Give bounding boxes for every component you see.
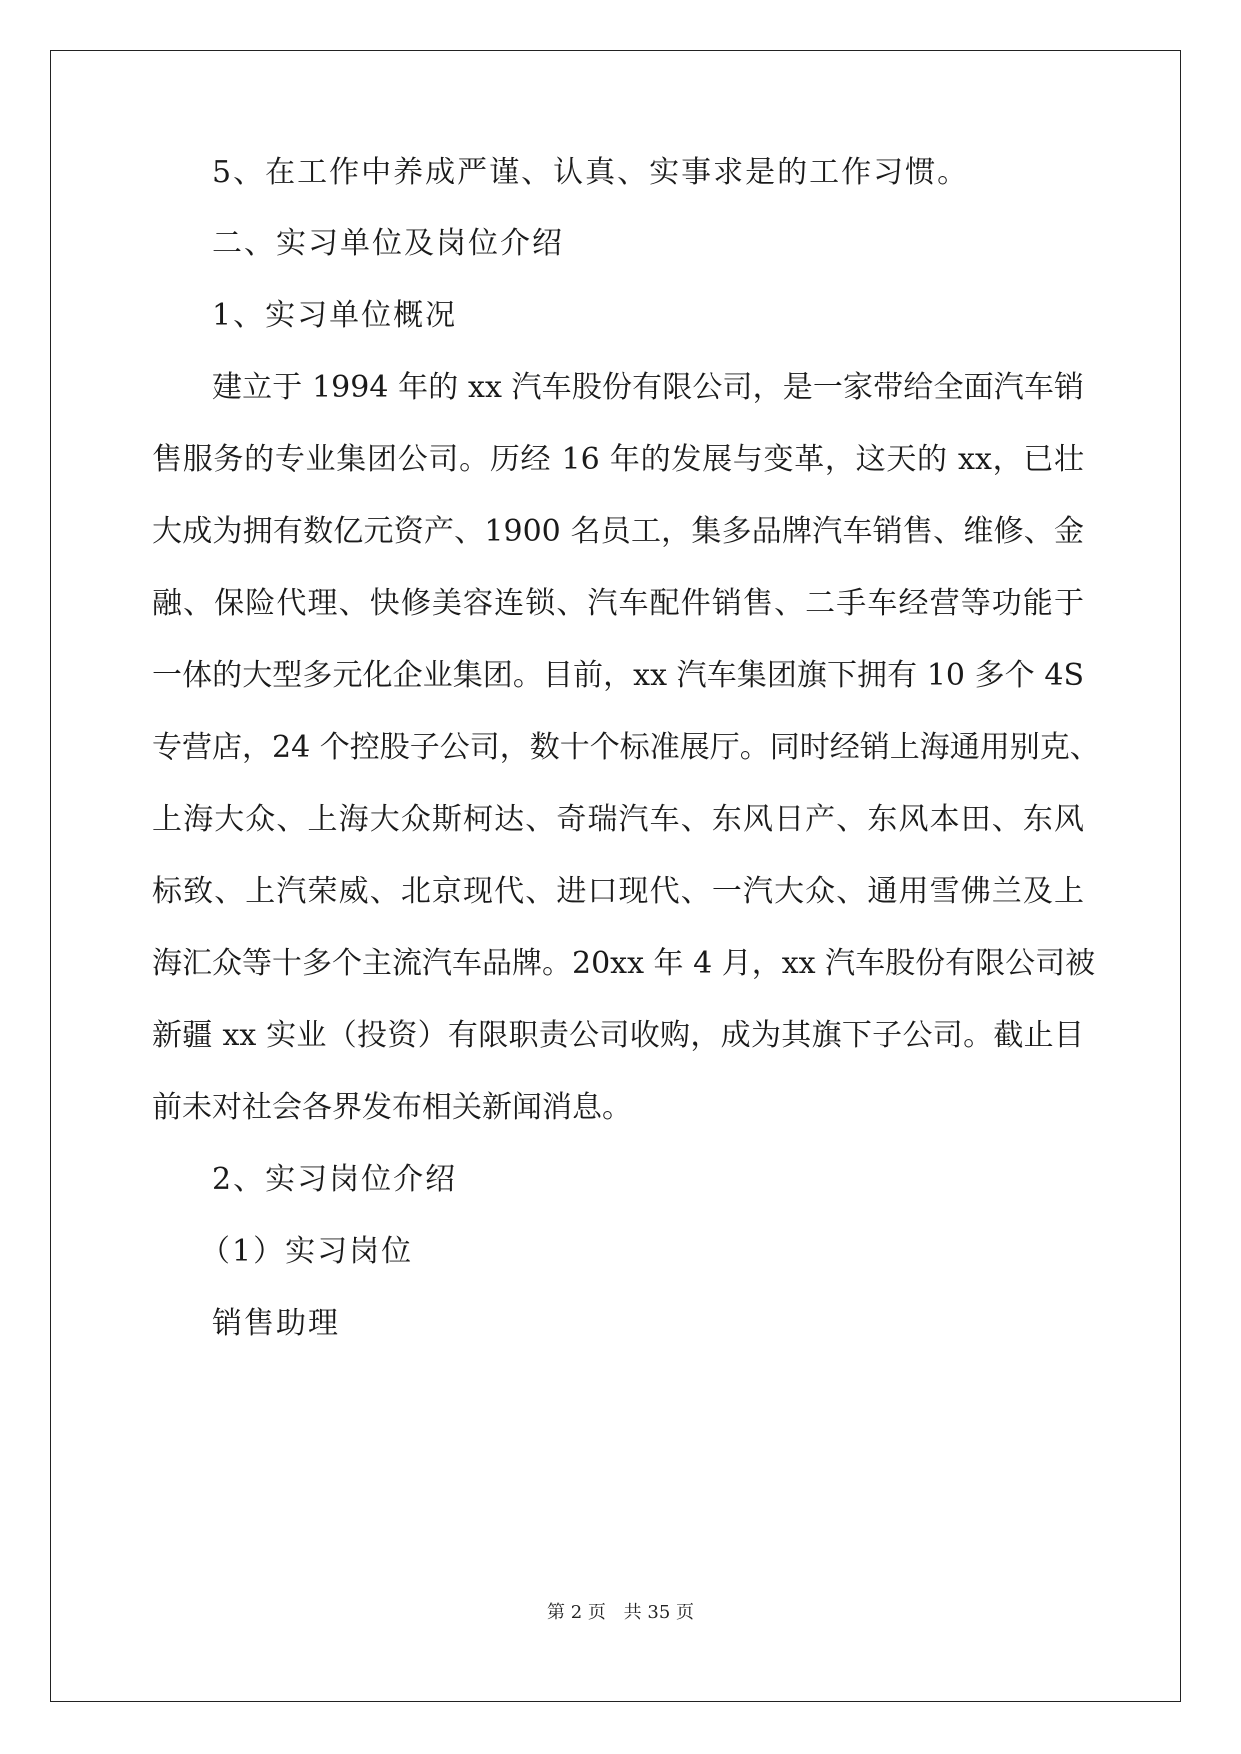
paragraph-line: 专营店，24 个控股子公司，数十个标准展厅。同时经销上海通用别克、 xyxy=(152,730,1100,765)
page-number-total: 共 35 页 xyxy=(623,1602,694,1623)
paragraph-line: 建立于 1994 年的 xx 汽车股份有限公司，是一家带给全面汽车销 xyxy=(212,370,1084,405)
subsection-heading-1-1: （1）实习岗位 xyxy=(200,1234,414,1269)
page-number-current: 第 2 页 xyxy=(547,1602,606,1623)
item-5-line: 5、在工作中养成严谨、认真、实事求是的工作习惯。 xyxy=(212,155,970,190)
position-name: 销售助理 xyxy=(212,1306,340,1341)
paragraph-line: 上海大众、上海大众斯柯达、奇瑞汽车、东风日产、东风本田、东风 xyxy=(152,802,1084,837)
page-footer xyxy=(0,1602,1241,1624)
paragraph-line: 大成为拥有数亿元资产、1900 名员工，集多品牌汽车销售、维修、金 xyxy=(152,514,1084,549)
paragraph-line: 一体的大型多元化企业集团。目前，xx 汽车集团旗下拥有 10 多个 4S xyxy=(152,658,1084,693)
subsection-heading-1: 1、实习单位概况 xyxy=(212,298,458,333)
section-heading-2-2: 2、实习岗位介绍 xyxy=(212,1162,458,1197)
paragraph-line: 售服务的专业集团公司。历经 16 年的发展与变革，这天的 xx，已壮 xyxy=(152,442,1084,477)
paragraph-line: 融、保险代理、快修美容连锁、汽车配件销售、二手车经营等功能于 xyxy=(152,586,1084,621)
paragraph-line: 海汇众等十多个主流汽车品牌。20xx 年 4 月，xx 汽车股份有限公司被 xyxy=(152,946,1096,981)
paragraph-line: 新疆 xx 实业（投资）有限职责公司收购，成为其旗下子公司。截止目 xyxy=(152,1018,1084,1053)
paragraph-line: 前未对社会各界发布相关新闻消息。 xyxy=(152,1090,632,1125)
paragraph-line: 标致、上汽荣威、北京现代、进口现代、一汽大众、通用雪佛兰及上 xyxy=(152,874,1084,909)
section-heading-2: 二、实习单位及岗位介绍 xyxy=(212,226,564,261)
